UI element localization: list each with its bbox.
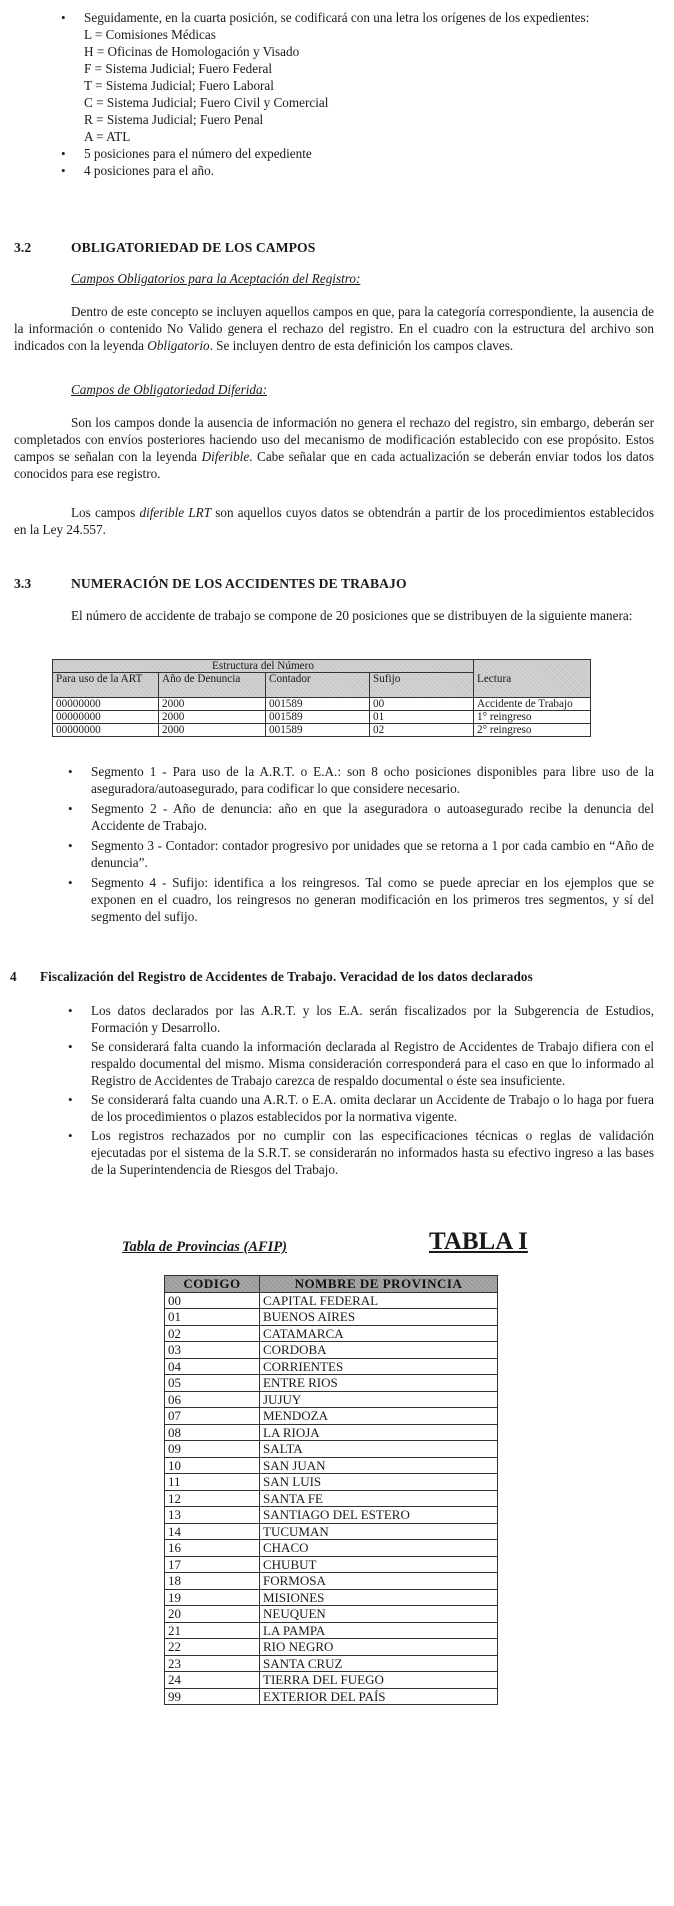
table-cell: CAPITAL FEDERAL (260, 1292, 498, 1309)
table-header: Año de Denuncia (159, 673, 266, 698)
table-row (165, 1441, 498, 1458)
table-cell: 19 (165, 1589, 260, 1606)
table-cell: CORDOBA (260, 1342, 498, 1359)
section-3-3-heading (14, 575, 654, 592)
table-cell: 02 (370, 724, 474, 737)
table-cell: 01 (370, 711, 474, 724)
segments-list (68, 763, 654, 928)
list-item (68, 800, 654, 834)
bullet-icon: • (68, 875, 73, 890)
table-row (53, 724, 591, 737)
table-row (53, 711, 591, 724)
paragraph-text: Los campos (71, 505, 140, 520)
bullet-text: Segmento 3 - Contador: contador progresivo por unidades que se retorna a 1 por cada cambio en “Año de denuncia”. (91, 838, 654, 870)
origin-code-line: H = Oficinas de Homologación y Visado (84, 44, 300, 59)
table-row (165, 1507, 498, 1524)
table-cell: TIERRA DEL FUEGO (260, 1672, 498, 1689)
origin-code-line: R = Sistema Judicial; Fuero Penal (84, 112, 264, 127)
table-cell: TUCUMAN (260, 1523, 498, 1540)
table-cell: 07 (165, 1408, 260, 1425)
origin-codes (84, 26, 654, 145)
emphasis-text: Diferible (201, 449, 250, 464)
bullet-icon: • (68, 838, 73, 853)
bullet-text: Los datos declarados por las A.R.T. y los E.A. serán fiscalizados por la Subgerencia de Estudios, Formación y Desarrollo. (91, 1003, 654, 1035)
bullet-text: Segmento 4 - Sufijo: identifica a los reingresos. Tal como se puede apreciar en los ejemplos que se exponen en el cuadro, los reingresos no generan modificación en los primeros tres segmentos, y sí del segmento del sufijo. (91, 875, 654, 924)
table-header: Lectura (474, 660, 591, 698)
table-cell: CATAMARCA (260, 1325, 498, 1342)
table-cell: 00000000 (53, 698, 159, 711)
bullet-icon: • (68, 801, 73, 816)
bullet-icon: • (61, 163, 66, 178)
table-row (165, 1358, 498, 1375)
table-cell: LA RIOJA (260, 1424, 498, 1441)
table-row (165, 1309, 498, 1326)
table-cell: FORMOSA (260, 1573, 498, 1590)
list-item (68, 874, 654, 925)
table-cell: 10 (165, 1457, 260, 1474)
table-cell: JUJUY (260, 1391, 498, 1408)
table-group-header: Estructura del Número (53, 660, 474, 673)
table-row (165, 1589, 498, 1606)
list-item (68, 1127, 654, 1178)
paragraph-text: son aquellos cuyos datos se obtendrán a partir de los procedimientos establecidos en la Ley 24.557. (14, 505, 655, 537)
provinces-caption: Tabla de Provincias (AFIP) (122, 1239, 288, 1255)
section-3-2-heading (14, 239, 654, 256)
table-cell: 20 (165, 1606, 260, 1623)
section-number: 3.2 (14, 240, 32, 255)
table-cell: CORRIENTES (260, 1358, 498, 1375)
table-cell: 17 (165, 1556, 260, 1573)
list-item (68, 1038, 654, 1089)
table-cell: SANTIAGO DEL ESTERO (260, 1507, 498, 1524)
table-cell: 00000000 (53, 711, 159, 724)
table-cell: CHACO (260, 1540, 498, 1557)
table-cell: 2000 (159, 698, 266, 711)
table-cell: 09 (165, 1441, 260, 1458)
paragraph-text: Dentro de este concepto se incluyen aquellos campos en que, para la categoría correspondiente, la ausencia de la información o contenido No Valido genera el rechazo del registro. En el cuadro con la estructura del archivo son indicados con la leyenda (14, 304, 654, 353)
bullet-icon: • (68, 1128, 73, 1143)
table-header: Contador (266, 673, 370, 698)
paragraph-text: . Cabe señalar que en cada actualización se deberán enviar todos los datos conocidos para ese registro. (14, 449, 655, 481)
table-row (165, 1325, 498, 1342)
bullet-text: 4 posiciones para el año. (84, 163, 215, 178)
table-row (165, 1688, 498, 1705)
table-cell: 11 (165, 1474, 260, 1491)
table-row (165, 1540, 498, 1557)
table-row (165, 1639, 498, 1656)
table-row (165, 1606, 498, 1623)
table-row (165, 1573, 498, 1590)
table-cell: 04 (165, 1358, 260, 1375)
table-cell: MISIONES (260, 1589, 498, 1606)
paragraph-diferida (14, 414, 654, 482)
bullet-icon: • (68, 1092, 73, 1107)
table-row (165, 1474, 498, 1491)
table-row (165, 1424, 498, 1441)
provinces-table-wrap (164, 1275, 498, 1705)
table-cell: 001589 (266, 698, 370, 711)
table-cell: 2000 (159, 711, 266, 724)
table-row (165, 1672, 498, 1689)
paragraph-numeracion-intro: El número de accidente de trabajo se compone de 20 posiciones que se distribuyen de la siguiente manera: (71, 608, 633, 623)
table-cell: 001589 (266, 724, 370, 737)
table-cell: 13 (165, 1507, 260, 1524)
table-cell: 1° reingreso (474, 711, 591, 724)
table-cell: RIO NEGRO (260, 1639, 498, 1656)
section-title: NUMERACIÓN DE LOS ACCIDENTES DE TRABAJO (71, 576, 407, 591)
list-item (61, 145, 654, 162)
table-row (165, 1292, 498, 1309)
list-item (61, 162, 654, 179)
table-cell: 00000000 (53, 724, 159, 737)
bullet-icon: • (68, 1039, 73, 1054)
emphasis-text: diferible LRT (139, 505, 212, 520)
table-row (165, 1342, 498, 1359)
table-cell: SANTA CRUZ (260, 1655, 498, 1672)
origin-code-line: C = Sistema Judicial; Fuero Civil y Comercial (84, 95, 329, 110)
origin-code-line: A = ATL (84, 129, 131, 144)
table-cell: 2000 (159, 724, 266, 737)
section-4-heading (10, 968, 670, 985)
table-cell: 2° reingreso (474, 724, 591, 737)
table-cell: 03 (165, 1342, 260, 1359)
list-item (68, 1002, 654, 1036)
list-item (68, 837, 654, 871)
table-cell: 00 (370, 698, 474, 711)
table-cell: 06 (165, 1391, 260, 1408)
paragraph-text: Son los campos donde la ausencia de información no genera el rechazo del registro, sin embargo, deberán ser completados con envíos posteriores haciendo uso del mecanismo de modificación establecido con ese propósito. Estos campos se señalan con la leyenda (14, 415, 654, 464)
origin-code-line: F = Sistema Judicial; Fuero Federal (84, 61, 273, 76)
bullet-text: Segmento 2 - Año de denuncia: año en que la aseguradora o autoasegurado recibe la denuncia del Accidente de Trabajo. (91, 801, 654, 833)
table-cell: SANTA FE (260, 1490, 498, 1507)
table-row (165, 1457, 498, 1474)
provinces-table (164, 1275, 498, 1705)
list-item (61, 9, 654, 145)
bullet-icon: • (61, 146, 66, 161)
table-cell: BUENOS AIRES (260, 1309, 498, 1326)
table-cell: SAN LUIS (260, 1474, 498, 1491)
bullet-icon: • (68, 764, 73, 779)
table-row (165, 1622, 498, 1639)
section-number: 4 (10, 969, 17, 984)
table-header: NOMBRE DE PROVINCIA (260, 1276, 498, 1293)
bullet-text: 5 posiciones para el número del expediente (84, 146, 312, 161)
bullet-icon: • (68, 1003, 73, 1018)
section-title: Fiscalización del Registro de Accidentes de Trabajo. Veracidad de los datos declarados (40, 969, 533, 984)
table-cell: 001589 (266, 711, 370, 724)
table-row (165, 1655, 498, 1672)
table-cell: CHUBUT (260, 1556, 498, 1573)
fiscalizacion-list (68, 1002, 654, 1180)
table-cell: Accidente de Trabajo (474, 698, 591, 711)
table-row (165, 1490, 498, 1507)
bullet-text: Los registros rechazados por no cumplir con las especificaciones técnicas o reglas de validación ejecutadas por el sistema de la S.R.T. se considerarán no informados hasta su efectivo ingreso a las bases de la Superintendencia de Riesgos del Trabajo. (91, 1128, 654, 1177)
table-cell: LA PAMPA (260, 1622, 498, 1639)
table-cell: 14 (165, 1523, 260, 1540)
accident-number-table (52, 659, 591, 737)
list-item (68, 1091, 654, 1125)
table-header: Para uso de la ART (53, 673, 159, 698)
table-label: TABLA I (429, 1228, 528, 1255)
origin-code-line: L = Comisiones Médicas (84, 27, 216, 42)
origins-list (61, 9, 654, 179)
table-cell: 23 (165, 1655, 260, 1672)
table-row (165, 1523, 498, 1540)
table-cell: ENTRE RIOS (260, 1375, 498, 1392)
subheading-obligatorios: Campos Obligatorios para la Aceptación del Registro: (71, 271, 361, 286)
table-cell: 12 (165, 1490, 260, 1507)
section-number: 3.3 (14, 576, 32, 591)
origin-code-line: T = Sistema Judicial; Fuero Laboral (84, 78, 274, 93)
table-row (53, 698, 591, 711)
table-cell: NEUQUEN (260, 1606, 498, 1623)
table-cell: 02 (165, 1325, 260, 1342)
table-cell: SAN JUAN (260, 1457, 498, 1474)
emphasis-text: Obligatorio (147, 338, 210, 353)
table-cell: MENDOZA (260, 1408, 498, 1425)
table-cell: SALTA (260, 1441, 498, 1458)
table-cell: 24 (165, 1672, 260, 1689)
table-cell: 18 (165, 1573, 260, 1590)
table-row (165, 1375, 498, 1392)
table-cell: 08 (165, 1424, 260, 1441)
subheading-diferida: Campos de Obligatoriedad Diferida: (71, 382, 267, 397)
table-cell: 05 (165, 1375, 260, 1392)
bullet-text: Se considerará falta cuando la información declarada al Registro de Accidentes de Trabajo difiera con el respaldo documental del mismo. Misma consideración corresponderá para el caso en que lo informado al Registro de Accidentes de Trabajo carezca de respaldo documental o éste sea insuficiente. (91, 1039, 654, 1088)
accident-number-table-wrap (52, 659, 591, 737)
table-cell: 99 (165, 1688, 260, 1705)
paragraph-obligatorios (14, 303, 654, 354)
table-cell: 22 (165, 1639, 260, 1656)
bullet-text: Se considerará falta cuando una A.R.T. o E.A. omita declarar un Accidente de Trabajo o lo haga por fuera de los procedimientos o plazos establecidos por la normativa vigente. (91, 1092, 654, 1124)
bullet-icon: • (61, 10, 66, 25)
origins-intro-text: Seguidamente, en la cuarta posición, se codificará con una letra los orígenes de los expedientes: (84, 10, 590, 25)
table-row (165, 1408, 498, 1425)
table-row (165, 1391, 498, 1408)
table-cell: 16 (165, 1540, 260, 1557)
table-cell: 01 (165, 1309, 260, 1326)
list-item (68, 763, 654, 797)
paragraph-diferible-lrt (14, 504, 654, 538)
table-header: Sufijo (370, 673, 474, 698)
section-title: OBLIGATORIEDAD DE LOS CAMPOS (71, 240, 316, 255)
table-row (165, 1556, 498, 1573)
table-cell: 21 (165, 1622, 260, 1639)
bullet-text: Segmento 1 - Para uso de la A.R.T. o E.A.: son 8 ocho posiciones disponibles para libre uso de la aseguradora/autoasegurado, para codificar lo que considere necesario. (91, 764, 654, 796)
table-cell: EXTERIOR DEL PAÍS (260, 1688, 498, 1705)
table-cell: 00 (165, 1292, 260, 1309)
paragraph-text: . Se incluyen dentro de esta definición los campos claves. (209, 338, 514, 353)
table-header: CODIGO (165, 1276, 260, 1293)
